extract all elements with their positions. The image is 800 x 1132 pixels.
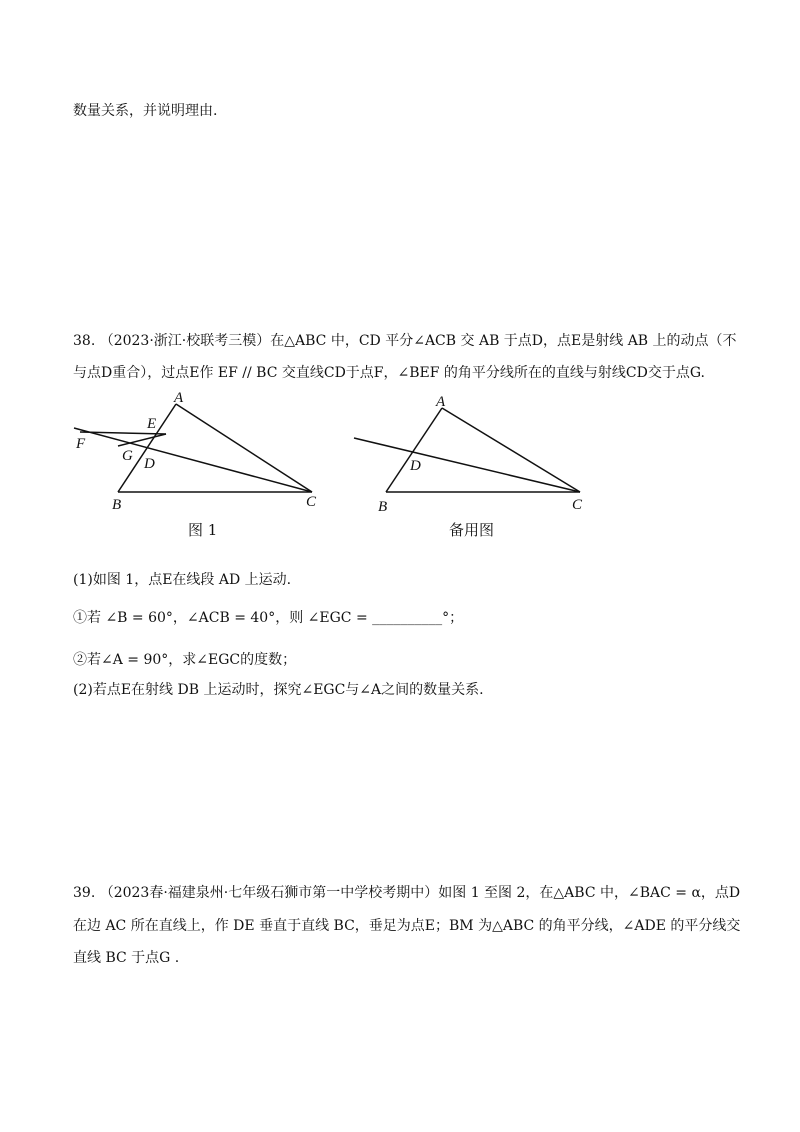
fig1-label-c: C xyxy=(306,494,317,510)
q38-part1-b: ②若∠A = 90°，求∠EGC的度数； xyxy=(73,652,297,668)
figure-1 xyxy=(66,388,336,518)
q38-text-line1: 38. （2023·浙江·校联考三模）在△ABC 中，CD 平分∠ACB 交 AB 于点D，点E是射线 AB 上的动点（不 xyxy=(73,333,737,349)
fig1-caption: 图 1 xyxy=(188,521,218,539)
fig2-line-cd xyxy=(354,438,580,492)
fig2-side-ac xyxy=(442,408,580,492)
fig1-line-eg xyxy=(118,434,166,446)
fig1-label-g: G xyxy=(122,448,133,464)
q38-part1: (1)如图 1，点E在线段 AD 上运动. xyxy=(73,572,292,588)
q38-part2: (2)若点E在射线 DB 上运动时，探究∠EGC与∠A之间的数量关系. xyxy=(73,682,484,698)
fig1-label-f: F xyxy=(76,436,86,452)
q39-text-line1: 39. （2023春·福建泉州·七年级石狮市第一中学校考期中）如图 1 至图 2，在△ABC 中，∠BAC = α，点D xyxy=(73,885,741,901)
fig2-side-ab xyxy=(386,408,442,492)
fig2-caption: 备用图 xyxy=(449,521,495,539)
q38-part1-a: ①若 ∠B = 60°，∠ACB = 40°，则 ∠EGC = __________°； xyxy=(73,610,464,626)
q39-text-line3: 直线 BC 于点G . xyxy=(73,950,180,966)
fig1-side-ac xyxy=(176,404,312,492)
fig1-label-b: B xyxy=(112,497,122,513)
fig2-label-c: C xyxy=(572,497,583,513)
fig1-label-e: E xyxy=(147,416,157,432)
fig1-label-d: D xyxy=(144,456,155,472)
fig2-label-a: A xyxy=(436,394,446,410)
intro-text: 数量关系，并说明理由. xyxy=(73,103,218,119)
q38-text-line2: 与点D重合），过点E作 EF // BC 交直线CD于点F，∠BEF 的角平分线所在的直线与射线CD交于点G. xyxy=(73,365,705,381)
fig2-label-b: B xyxy=(378,499,388,515)
fig1-label-a: A xyxy=(174,390,184,406)
fig2-label-d: D xyxy=(410,458,421,474)
figure-2 xyxy=(346,388,606,518)
q39-text-line2: 在边 AC 所在直线上，作 DE 垂直于直线 BC，垂足为点E；BM 为△ABC 的角平分线，∠ADE 的平分线交 xyxy=(73,918,741,934)
fig1-line-cf xyxy=(74,428,312,492)
